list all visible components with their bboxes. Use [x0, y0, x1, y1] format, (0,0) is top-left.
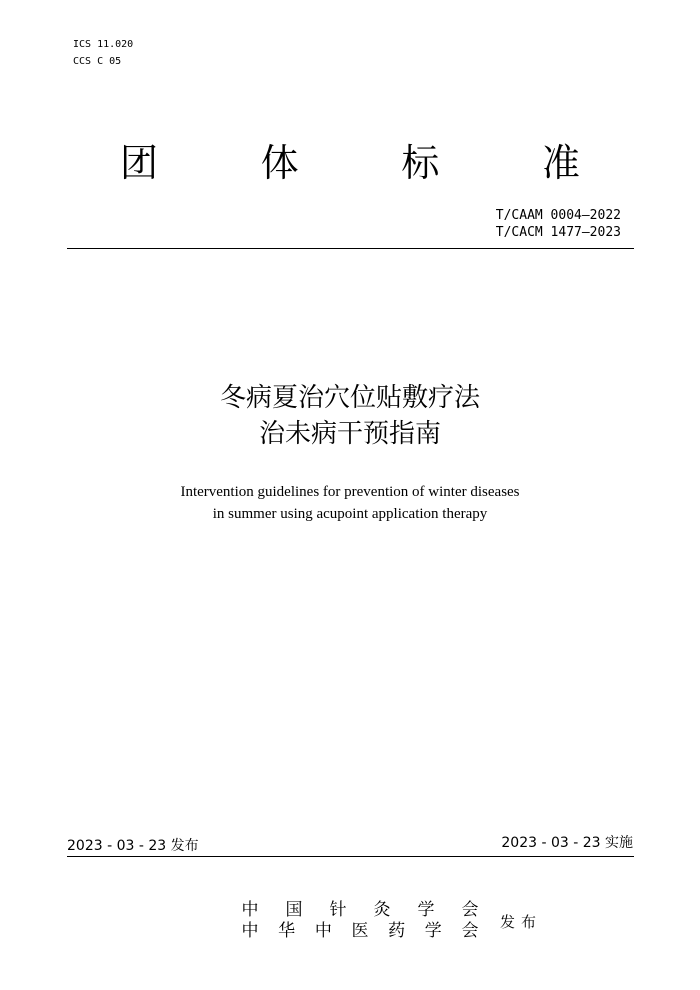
- publisher-char: 中: [314, 921, 332, 941]
- english-title-line: in summer using acupoint application therapy: [212, 506, 488, 522]
- standard-number: T/CAAM 0004—2022: [495, 208, 621, 223]
- publisher-char: 学: [424, 921, 442, 941]
- english-title-line: Intervention guidelines for prevention of winter diseases: [180, 484, 520, 500]
- publisher-char: 国: [285, 900, 303, 920]
- publisher-block: [240, 900, 480, 942]
- publisher-org-1: [240, 900, 480, 921]
- chinese-title-line: 治未病干预指南: [258, 419, 441, 449]
- standard-type-title: [120, 138, 580, 188]
- publisher-org-2: [240, 921, 480, 942]
- english-title: [0, 481, 700, 525]
- ics-code: ICS 11.020: [73, 39, 134, 50]
- publisher-char: 会: [461, 921, 479, 941]
- ccs-code: CCS C 05: [73, 56, 122, 67]
- publisher-char: 针: [329, 900, 347, 920]
- implementation-date: 2023 - 03 - 23 实施: [501, 835, 633, 851]
- publisher-char: 学: [417, 900, 435, 920]
- publisher-char: 灸: [373, 900, 391, 920]
- classification-codes: [73, 36, 133, 70]
- chinese-title: [0, 380, 700, 452]
- publisher-char: 药: [388, 921, 406, 941]
- standard-number: T/CACM 1477—2023: [495, 225, 621, 240]
- top-divider: [67, 248, 634, 249]
- title-char: 体: [260, 141, 299, 185]
- publisher-char: 中: [241, 921, 259, 941]
- chinese-title-line: 冬病夏治穴位贴敷疗法: [219, 383, 480, 413]
- title-char: 团: [120, 141, 159, 185]
- release-date: 2023 - 03 - 23 发布: [67, 838, 199, 854]
- publisher-char: 医: [351, 921, 369, 941]
- publish-action-label: 发布: [500, 913, 543, 931]
- title-char: 标: [401, 141, 440, 185]
- title-char: 准: [541, 141, 580, 185]
- publisher-char: 会: [461, 900, 479, 920]
- publisher-char: 中: [241, 900, 259, 920]
- publisher-char: 华: [278, 921, 296, 941]
- standard-numbers: [496, 207, 621, 241]
- bottom-divider: [67, 856, 634, 857]
